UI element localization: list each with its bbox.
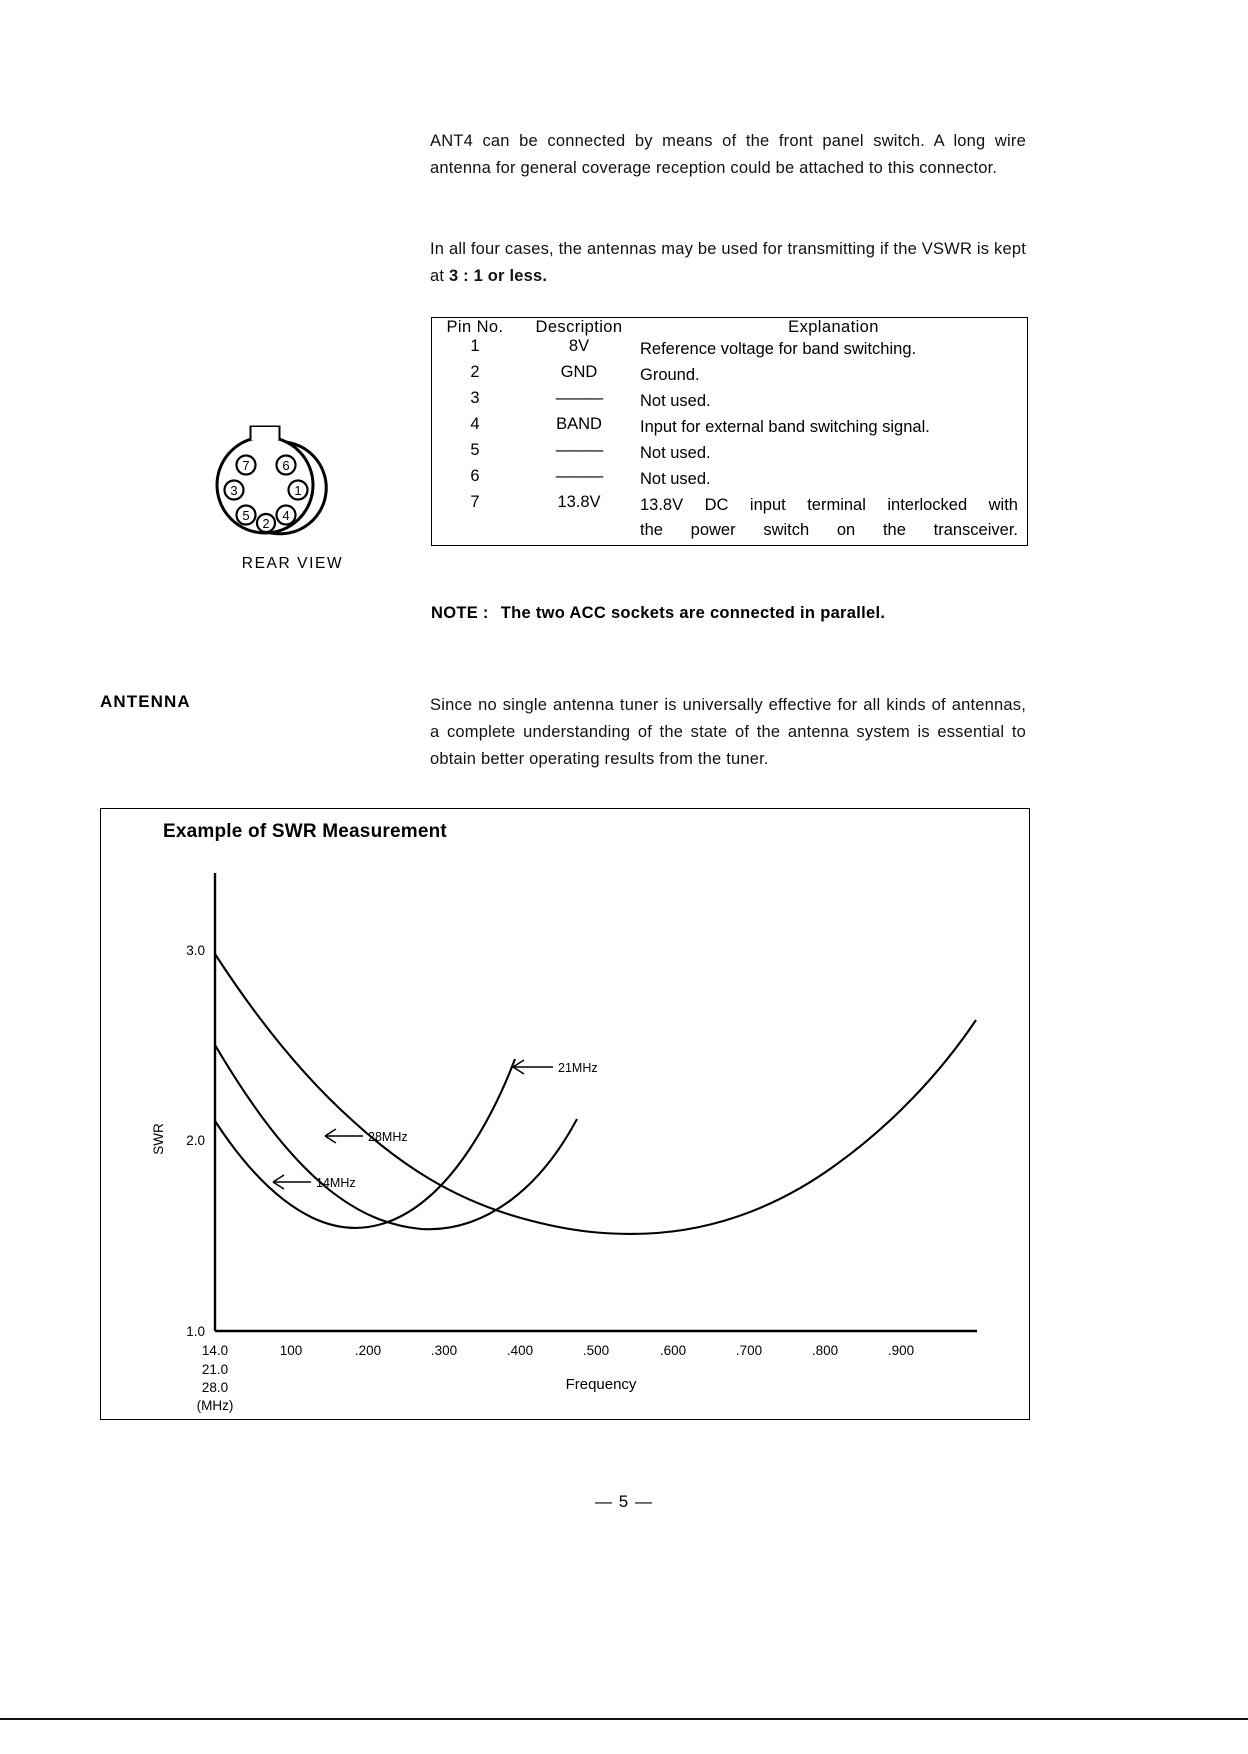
cell-description: 13.8V (557, 493, 601, 511)
connector-pin-7 (237, 456, 256, 475)
cell-pin: 2 (470, 363, 480, 381)
connector-pin-4 (277, 506, 296, 525)
chart-ytick-1: 1.0 (186, 1324, 205, 1339)
chart-ytick-3: 3.0 (186, 943, 205, 958)
note-row (431, 604, 885, 623)
cell-explanation: Input for external band switching signal. (640, 418, 930, 436)
connector-pin-6-label: 6 (282, 458, 290, 473)
note-label: NOTE : (431, 604, 489, 622)
connector-pin-7-label: 7 (242, 458, 250, 473)
connector-pin-6 (277, 456, 296, 475)
cell-pin: 5 (470, 441, 480, 459)
connector-pin-4-label: 4 (282, 508, 290, 523)
pin-table-head (432, 318, 1028, 338)
chart-y-axis-title: SWR (151, 1123, 166, 1155)
chart-curve-14mhz (215, 1059, 515, 1228)
chart-svg (101, 809, 1029, 1419)
connector-pin-5-label: 5 (242, 508, 250, 523)
header-pin-no: Pin No. (446, 318, 504, 336)
cell-explanation-line2: the power switch on the transceiver. (640, 521, 1018, 539)
connector-pin-2-label: 2 (262, 517, 270, 531)
chart-xtick-7: .700 (735, 1343, 763, 1358)
page-number: — 5 — (595, 1492, 653, 1511)
table-row (432, 441, 1028, 467)
table-row (432, 415, 1028, 441)
chart-annotation-21mhz-label: 21MHz (558, 1061, 598, 1075)
chart-curve-21mhz (215, 954, 976, 1234)
chart-band-label-28: 28.0 (201, 1380, 229, 1395)
cell-pin: 6 (470, 467, 480, 485)
paragraph-antenna: Since no single antenna tuner is universally effective for all kinds of antennas, a complete understanding of the state of the antenna system is essential to obtain better operating results from the tuner. (430, 696, 1026, 768)
chart-xtick-3: .300 (430, 1343, 458, 1358)
cell-pin: 3 (470, 389, 480, 407)
cell-explanation: Reference voltage for band switching. (640, 340, 917, 358)
chart-x-axis-title: Frequency (565, 1376, 637, 1393)
swr-chart-panel (100, 808, 1030, 1420)
cell-description: BAND (556, 415, 602, 433)
table-row (432, 467, 1028, 493)
cell-pin: 1 (470, 337, 480, 355)
header-description: Description (535, 318, 623, 336)
section-heading-antenna: ANTENNA (100, 692, 191, 711)
chart-band-label-unit: (MHz) (196, 1398, 234, 1413)
cell-description: 8V (568, 337, 590, 355)
chart-xtick-4: .400 (506, 1343, 534, 1358)
table-row (432, 363, 1028, 389)
cell-pin: 4 (470, 415, 480, 433)
cell-description: ——— (555, 441, 603, 459)
chart-xtick-9: .900 (887, 1343, 915, 1358)
paragraph-vswr-lead: In all four cases, the antennas may be used for transmitting if the VSWR is kept at (430, 240, 1026, 285)
footer-divider (0, 1718, 1248, 1720)
cell-explanation (640, 493, 1028, 546)
chart-annotation-14mhz-label: 14MHz (316, 1176, 356, 1190)
paragraph-vswr-emphasis: 3 : 1 or less. (448, 267, 548, 285)
pin-table-body (432, 337, 1028, 546)
cell-explanation: Not used. (640, 444, 711, 462)
table-row (432, 337, 1028, 363)
chart-xtick-0: 14.0 (201, 1343, 229, 1358)
header-explanation: Explanation (788, 318, 879, 336)
pin-assignment-table (431, 317, 1028, 546)
chart-title: Example of SWR Measurement (163, 821, 447, 842)
chart-xtick-5: .500 (582, 1343, 610, 1358)
table-row (432, 389, 1028, 415)
cell-pin: 7 (470, 493, 480, 511)
chart-plot-area (101, 809, 1029, 1419)
cell-description: ——— (555, 467, 603, 485)
chart-annotation-28mhz-label: 28MHz (368, 1130, 408, 1144)
chart-xtick-2: .200 (354, 1343, 382, 1358)
chart-ytick-2: 2.0 (186, 1133, 205, 1148)
chart-xtick-1: 100 (279, 1343, 303, 1358)
connector-pin-3 (225, 481, 244, 500)
connector-pin-3-label: 3 (230, 483, 238, 498)
connector-caption: REAR VIEW (241, 555, 344, 572)
chart-xtick-6: .600 (659, 1343, 687, 1358)
cell-explanation-line1: 13.8V DC input terminal interlocked with (640, 496, 1018, 514)
connector-notch-fill (252, 427, 279, 440)
chart-xtick-8: .800 (811, 1343, 839, 1358)
cell-explanation: Not used. (640, 392, 711, 410)
table-row (432, 493, 1028, 546)
cell-description: GND (560, 363, 598, 381)
cell-explanation: Not used. (640, 470, 711, 488)
cell-explanation: Ground. (640, 366, 700, 384)
pin-table-header-row (432, 318, 1028, 338)
connector-pin-5 (237, 506, 256, 525)
chart-annotation-28mhz (325, 1129, 408, 1144)
connector-pin-1-label: 1 (294, 483, 302, 498)
paragraph-ant4: ANT4 can be connected by means of the front panel switch. A long wire antenna for general coverage reception could be attached to this connector. (430, 132, 1026, 177)
connector-pin-1 (289, 481, 308, 500)
connector-pin-2 (257, 514, 275, 532)
note-text: The two ACC sockets are connected in parallel. (500, 604, 886, 622)
cell-description: ——— (555, 389, 603, 407)
chart-band-label-21: 21.0 (201, 1362, 229, 1377)
chart-annotation-21mhz (513, 1060, 598, 1075)
paragraph-vswr (430, 236, 1026, 290)
